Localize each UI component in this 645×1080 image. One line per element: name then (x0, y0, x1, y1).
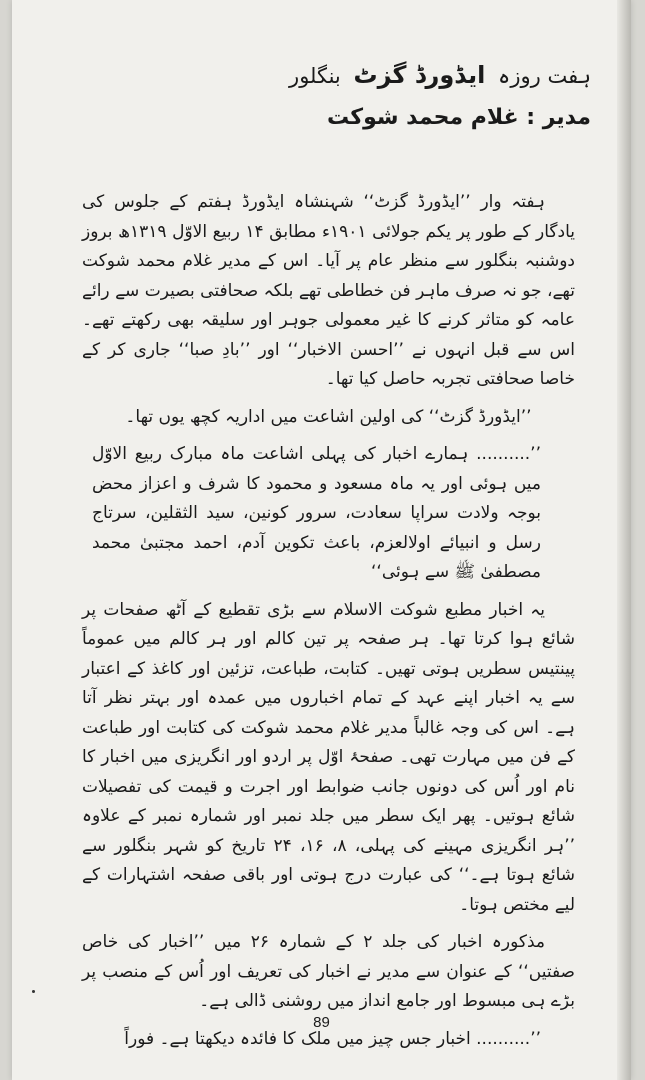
editor-line: مدیر : غلام محمد شوکت (326, 105, 591, 130)
paragraph-volume: مذکورہ اخبار کی جلد ۲ کے شمارہ ۲۶ میں ’’اخبار کی خاص صفتیں‘‘ کے عنوان سے مدیر نے اخبار کی تعریف اور اُس کے منصب پر بڑے ہی مبسوط اور جامع انداز میں روشنی ڈالی ہے۔ (82, 932, 575, 1011)
quote-closing: ’’.......... اخبار جس چیز میں ملک کا فائدہ دیکھتا ہے۔ فوراً (124, 1028, 541, 1049)
paragraph-intro: ہفتہ وار ’’ایڈورڈ گزٹ‘‘ شہنشاہ ایڈورڈ ہفتم کے جلوس کی یادگار کے طور پر یکم جولائی ۱۹۰۱ء مطابق ۱۴ ربیع الاوّل ۱۳۱۹ھ بروز دوشنبہ بنگلور سے منظر عام پر آیا۔ اس کے مدیر غلام محمد شوکت تھے، جو نہ صرف ماہر فن خطاطی تھے بلکہ صحافتی بصیرت سے رائے عامہ کو متاثر کرنے کا غیر معمولی جوہر اور سلیقہ بھی رکھتے تھے۔ اس سے قبل انہوں نے ’’احسن الاخبار‘‘ اور ’’بادِ صبا‘‘ جاری کر کے خاصا صحافتی تجربہ حاصل کیا تھا۔ (82, 192, 575, 389)
page-header (52, 58, 591, 137)
paragraph-editorial-intro: ’’ایڈورڈ گزٹ‘‘ کی اولین اشاعت میں اداریہ کچھ یوں تھا۔ (125, 406, 532, 427)
page-body (82, 188, 575, 1062)
weekly-label: ہفت روزہ (498, 64, 591, 88)
scan-speck (32, 990, 35, 993)
quote-editorial: ’’.......... ہمارے اخبار کی پہلی اشاعت ماہ مبارک ربیع الاوّل میں ہوئی اور یہ ماہ مسعود و محمود کا شرف و اعزاز محض بوجہ ولادت سراپا سعادت، سرور کونین، سید الثقلین، سرتاج رسل و انبیائے اولالعزم، باعث تکوین آدم، احمد مجتبیٰ محمد مصطفیٰ ﷺ سے ہوئی‘‘ (92, 444, 541, 582)
newspaper-name: ایڈورڈ گزٹ (353, 61, 486, 89)
publication-title-line (52, 58, 591, 93)
page-number: 89 (313, 1014, 330, 1031)
paragraph-description: یہ اخبار مطبع شوکت الاسلام سے بڑی تقطیع کے آٹھ صفحات پر شائع ہوا کرتا تھا۔ ہر صفحہ پر تین کالم اور ہر کالم میں عموماً پینتیس سطریں ہوتی تھیں۔ کتابت، طباعت، تزئین اور کاغذ کے اعتبار سے یہ اخبار اپنے عہد کے تمام اخباروں میں عمدہ اور بہتر نظر آتا ہے۔ اس کی وجہ غالباً مدیر غلام محمد شوکت کی کتابت اور طباعت کے فن میں مہارت تھی۔ صفحۂ اوّل پر اردو اور انگریزی میں اخبار کا نام اور اُس کی دونوں جانب ضوابط اور اجرت و قیمت کی تفصیلات شائع ہوتیں۔ پھر ایک سطر میں جلد نمبر اور شمارہ نمبر کے علاوہ ’’ہر انگریزی مہینے کی پہلی، ۸، ۱۶، ۲۴ تاریخ کو شہر بنگلور سے شائع ہوتا ہے۔‘‘ کی عبارت درج ہوتی اور باقی صفحہ اشتہارات کے لیے مختص ہوتا۔ (82, 599, 576, 915)
city-label: بنگلور (289, 64, 341, 88)
book-page (12, 0, 631, 1080)
book-spine-shadow (617, 0, 631, 1080)
